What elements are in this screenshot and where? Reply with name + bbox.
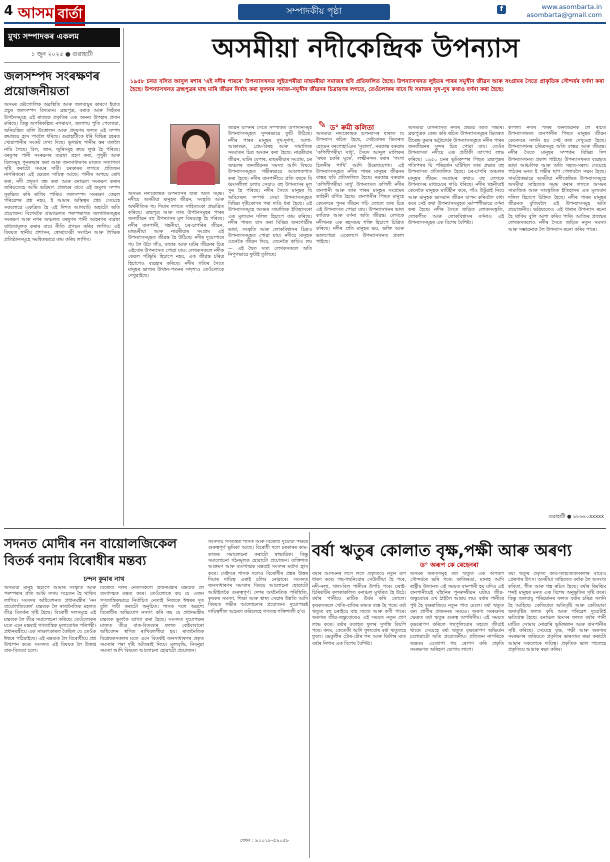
page-header	[0, 0, 610, 22]
feature-byline: ড° ৰুমী কলিতা	[330, 124, 375, 132]
feature-footer: গুৱাহাটী ● ৯৮৬৪০xxxxx	[548, 514, 604, 520]
feature-column-3: অসমীয়া নদীকেন্দ্ৰিক উপন্যাসৰ ধাৰাত যি উপন্যাস ৰচিত হৈছে, সেইবোৰৰ ভিতৰত হোমেন বৰগোহাঞিৰ 'সুবালা', নৱকান্ত বৰুৱাৰ 'কপিলীপৰীয়া সাধু', সৈয়দ আব্দুল মালিকৰ 'ৰথৰ চকৰি ঘূৰে', লক্ষ্মীনন্দন বৰাৰ 'গংগা চিলনীৰ পাখি' আদি উল্লেখযোগ্য। এই উপন্যাসসমূহত নদীৰ পাৰৰ মানুহৰ জীৱনৰ বাস্তৱ ছবি প্ৰতিফলিত হৈছে। নৱকান্ত বৰুৱাৰ 'কপিলীপৰীয়া সাধু' উপন্যাসত কপিলী নদীৰ বানপানী আৰু তাৰ পাৰৰ মানুহৰ সংগ্ৰামৰ কাহিনী বৰ্ণিত হৈছে। বানপানীৰ পিছত মানুহে কেনেদৰে পুনৰ জীৱন গঢ়ি তোলে তাৰ চিত্ৰ এই উপন্যাসত পোৱা যায়। উপন্যাসখনৰ ভাষা কাব্যিক আৰু বৰ্ণনা অতি জীৱন্ত। লেখকে নদীখনক এক ৰহস্যময় শক্তি হিচাপে চিত্ৰিত কৰিছে। নদীৰ প্ৰতি মানুহৰ ভয়, ভক্তি আৰু ভালপোৱা একেলগে উপন্যাসখনত প্ৰকাশ পাইছে।	[316, 132, 404, 245]
article-left-title: সদনত মোদীৰ নন বায়োলজিকেল বিতৰ্ক বনাম বিৰোধীৰ মন্তব্য	[4, 537, 177, 569]
column-divider	[309, 532, 310, 858]
column-divider	[123, 28, 124, 526]
article-right-title: বৰ্ষা ঋতুৰ কোলাত বৃক্ষ,পক্ষী আৰু অৰণ্য	[312, 541, 572, 560]
editorial-body: অসমৰ ভৌগোলিক অৱস্থিতি আৰু জলবায়ুৰ কাৰণে ইয়াত প্ৰচুৰ জলসম্পদ বিদ্যমান। ব্ৰহ্মপুত্ৰ, বৰাক আৰু সিহঁতৰ উপনৈসমূহে এই ৰাজ্যক প্ৰকৃতিৰ এক অনন্য উপহাৰ প্ৰদান কৰিছে। কিন্তু অপৰিকল্পিত নগৰায়ণ, জলাশয় পুতি পেলোৱা, অনিয়ন্ত্ৰিত বালি উত্তোলন আৰু প্ৰদূষণৰ ফলত এই সম্পদ ক্ৰমান্বয়ে হ্ৰাস পাবলৈ ধৰিছে। গুৱাহাটীকে ধৰি বিভিন্ন চহৰত খোৱাপানীৰ সংকট দেখা দিছে। ভূগৰ্ভস্থ পানীৰ স্তৰ তললৈ নামি গৈছে। বিল, জান, জুৰিসমূহ ক্ৰমে লুপ্ত হৈ পৰিছে। বৰষুণৰ পানী সংৰক্ষণৰ ব্যৱস্থা গ্ৰহণ কৰা, পুখুৰী আৰু বিলসমূহ পুনৰুদ্ধাৰ কৰা আৰু জনসাধাৰণৰ মাজত সজাগতা সৃষ্টি কৰাটো সময়ৰ দাবী। চৰকাৰৰ লগতে প্ৰতিজন নাগৰিকৰো এই ক্ষেত্ৰত দায়িত্ব আছে। পানীৰ অপচয় ৰোধ কৰা, নদী প্ৰদূষণ বন্ধ কৰা আৰু বনাঞ্চল সংৰক্ষণ কৰাৰ জৰিয়তেহে আমি ভৱিষ্যৎ প্ৰজন্মৰ বাবে এই অমূল্য সম্পদ সুৰক্ষিত কৰি ৰাখিব পাৰিম। জলসম্পদ সংৰক্ষণ কেৱল পৰিৱেশৰ প্ৰশ্ন নহয়, ই আমাৰ অস্তিত্বৰ প্ৰশ্ন। সেয়েহে সকলোৱে একত্ৰিত হৈ এই দিশত আগবাঢ়ি অহাটো অতি প্ৰয়োজন। বিশেষকৈ গ্ৰামাঞ্চলত পৰম্পৰাগত জলাধাৰসমূহৰ সংৰক্ষণ আৰু নগৰ অঞ্চলত বৰষুণৰ পানী আহৰণৰ ব্যৱস্থা বাধ্যতামূলক কৰাৰ বাবে নীতি প্ৰণয়ন কৰিব লাগিব। এই বিষয়ত স্থানীয় প্ৰশাসন, স্বেচ্ছাসেৱী সংগঠন আৰু শৈক্ষিক প্ৰতিষ্ঠানসমূহে সমন্বিতভাৱে কাম কৰিব লাগিব।	[4, 103, 120, 243]
feature-column-1: অসমৰ নদীকেন্দ্ৰিক উপন্যাসৰ ধাৰা অতি সমৃদ্ধ। নদীয়ে অসমীয়া মানুহৰ জীৱন, সংস্কৃতি আৰু অৰ্থনীতিক গঢ় দিয়াৰ লগতে সাহিত্যকো প্ৰভাৱিত কৰিছে। ব্ৰহ্মপুত্ৰ আৰু তাৰ উপনৈসমূহৰ পাৰৰ জনজীৱন বহু উপন্যাসৰ মূল বিষয়বস্তু হৈ পৰিছে। নদীৰ বানপানী, খহনীয়া, চৰ-চাপৰিৰ জীৱন, মাছমৰীয়া আৰু নাৱৰীয়াৰ সংগ্ৰাম এই উপন্যাসসমূহত জীৱন্ত হৈ উঠিছে। নদীৰ দুয়োপাৰে গঢ় লৈ উঠা গাঁও, বজাৰ আৰু ঘাটৰ জীৱনৰ চিত্ৰ এইবোৰ উপন্যাসত পোৱা যায়। লেখকসকলে নদীক কেৱল পটভূমি হিচাপে নহয়, এক জীৱন্ত চৰিত্ৰ হিচাপেও ব্যৱহাৰ কৰিছে। নদীৰ গতিৰ সৈতে মানুহৰ ভাগ্যৰ উত্থান-পতনৰ সাদৃশ্যও তেওঁলোকে দেখুৱাইছে।	[128, 192, 224, 280]
pen-icon: ✎	[318, 120, 327, 131]
feature-title: অসমীয়া নদীকেন্দ্ৰিক উপন্যাস	[212, 34, 520, 64]
masthead-text: আসম	[18, 4, 54, 22]
article-left-column-1: অসমীয়া মানুহ হিচাপে আমাৰ সংস্কৃতি আৰু পৰম্পৰাৰ প্ৰতি আমি সদায় সচেতন হৈ থাকিব লাগিব। সংসদৰ অধিবেশনত প্ৰধানমন্ত্ৰীৰ 'নন বায়োলজিকেল' মন্তব্যক লৈ ৰাজনৈতিক মহলত তীব্ৰ বিতৰ্কৰ সৃষ্টি হৈছে। বিৰোধী দলসমূহে এই মন্তব্যক লৈ তীব্ৰ সমালোচনা কৰিছে। তেওঁলোকৰ মতে এনে মন্তব্যই গণতান্ত্ৰিক মূল্যবোধৰ পৰিপন্থী। প্ৰধানমন্ত্ৰীয়ে এক সাক্ষাৎকাৰত কৈছিল যে তেওঁক ঈশ্বৰে পঠিয়াইছে। এই মন্তব্যক লৈ বিৰোধীয়ে প্ৰশ্ন উত্থাপন কৰে। সংসদত এই বিষয়ক লৈ উত্তপ্ত বাক-বিতণ্ডা চলে।	[4, 586, 96, 655]
facebook-icon[interactable]: f	[497, 5, 506, 14]
editorial-banner: মুখ্য সম্পাদকৰ একলম	[4, 28, 120, 47]
website-link[interactable]: www.asombarta.in	[541, 3, 602, 11]
header-rule	[4, 22, 606, 24]
web-info	[527, 3, 603, 19]
feature-column-2: জীৱন যাপনৰ সৈতে সম্পৰ্কিত উপাদানসমূহ উপন্যাসসমূহত সুন্দৰভাৱে ফুটি উঠিছে। নদীৰ পাৰৰ মানুহৰ দুখ-দুৰ্দশা, আশা-আকাংক্ষা, প্ৰেম-বিৰহ আৰু সামাজিক সংঘাতৰ চিত্ৰ অংকন কৰা হৈছে। নাৱৰীয়াৰ জীৱন, ঘাটৰ বেপাৰ, মাছমৰীয়াৰ সংগ্ৰাম, চৰ অঞ্চলৰ জনজীৱনৰ সমস্যা আদি বিষয়ে উপন্যাসসমূহত গভীৰভাৱে আলোকপাত কৰা হৈছে। নদীৰ বানপানীয়ে প্ৰতি বছৰে যি ধ্বংসলীলা চলায় সেয়াও বহু উপন্যাসৰ মূল সুৰ হৈ পৰিছে। নদীৰ সৈতে মানুহৰ যি অবিচ্ছেদ্য সম্পৰ্ক সেয়া উপন্যাসসমূহত বিভিন্ন দৃষ্টিকোণৰ পৰা দাঙি ধৰা হৈছে। এই উপন্যাসসমূহে অসমৰ সামাজিক ইতিহাসৰো এক মূল্যবান দলিল হিচাপে কাম কৰিছে। নদীৰ পাৰত বাস কৰা বিভিন্ন জনগোষ্ঠীৰ ভাষা, সংস্কৃতি আৰু লোকবিশ্বাসৰ চিত্ৰও উপন্যাসসমূহত পোৱা যায়। নদীয়ে মানুহক যেনেকৈ জীৱন দিয়ে, তেনেকৈ কাঢ়িও লয় — এই দ্বৈত সত্য লেখকসকলে অতি নিপুণভাৱে ফুটাই তুলিছে।	[228, 126, 312, 258]
section-banner: সম্পাদকীয় পৃষ্ঠা	[238, 4, 390, 20]
author-photo	[170, 124, 220, 184]
article-left-byline: চন্দন কুমাৰ নাথ	[83, 575, 125, 583]
article-right-column-3: বৰ্ষা ঋতুৰ প্ৰকৃতি কবি-সাহিত্যিকসকলৰ বাবেও প্ৰেৰণাৰ উৎস। অসমীয়া সাহিত্যত বৰ্ষাক লৈ অসংখ্য কবিতা, গীত আৰু গল্প ৰচিত হৈছে। বৰ্ষাৰ ৰিমঝিম শব্দই মানুহৰ মনত এক বিশেষ অনুভূতিৰ সৃষ্টি কৰে। কিন্তু জলবায়ু পৰিৱৰ্তনৰ ফলত বৰ্ষাৰ চৰিত্ৰ সলনি হৈ আহিছে। কেতিয়াবা অতিবৃষ্টি আৰু কেতিয়াবা অনাবৃষ্টিৰ ফলত কৃষি আৰু পৰিৱেশ দুয়োটাই ক্ষতিগ্ৰস্ত হৈছে। বনাঞ্চল ধ্বংসৰ ফলত বৰ্ষাৰ পানী মাটিত সোমাব নোৱাৰি ভূমিস্খলন আৰু বানপানীৰ সৃষ্টি কৰিছে। সেয়েহে বৃক্ষ, পক্ষী আৰু অৰণ্যৰ সংৰক্ষণৰ জৰিয়তে প্ৰকৃতিৰ ভাৰসাম্য ৰক্ষা কৰাটো আমাৰ সকলোৰে দায়িত্ব। প্ৰকৃতিক ভাল পালেহে প্ৰকৃতিয়ে আমাক ৰক্ষা কৰিব।	[508, 572, 606, 654]
article-left-column-3: সংসদীয় গণতন্ত্ৰত শাসক আৰু বিৰোধী দুয়োটা পক্ষৰে গুৰুত্বপূৰ্ণ ভূমিকা আছে। বিৰোধী দলে চৰকাৰৰ কাম-কাজৰ সমালোচনা কৰাটো স্বাভাৱিক। কিন্তু সমালোচনা গঠনমূলক হোৱাটো প্ৰয়োজন। ব্যক্তিগত আক্ৰমণ আৰু ব্যংগাত্মক মন্তব্যই সংসদৰ মৰ্যাদা হ্ৰাস কৰে। সেইদৰে শাসক দলেও বিৰোধীৰ প্ৰশ্নৰ উত্তৰ দিয়াৰ দায়িত্ব এৰাই চলিব নোৱাৰে। সংসদত জনসাধাৰণৰ সমস্যাৰ বিষয়ে আলোচনা হোৱাটো আটাইতকৈ গুৰুত্বপূৰ্ণ। দেশৰ অৰ্থনৈতিক পৰিস্থিতি, কৃষকৰ সমস্যা, শিক্ষা আৰু স্বাস্থ্য সেৱাৰ উন্নতি আদি বিষয়ত গভীৰ আলোচনাৰ প্ৰয়োজন। দুয়োপক্ষই দায়িত্বশীল আচৰণ কৰিলেহে গণতন্ত্ৰ শক্তিশালী হ'ব।	[208, 540, 308, 615]
feature-column-4: অসমীয়া উপন্যাসত নদীৰ প্ৰভাৱ অতি গভীৰ। ব্ৰহ্মপুত্ৰক কেন্দ্ৰ কৰি ৰচিত উপন্যাসসমূহৰ ভিতৰত বীৰেন্দ্ৰ কুমাৰ ভট্টাচাৰ্যৰ উপন্যাসসমূহত নদীৰ পাৰৰ জনজীৱনৰ সুন্দৰ চিত্ৰ পোৱা যায়। তেওঁৰ উপন্যাসত নদীয়ে এক প্ৰতীকী তাৎপৰ্য লাভ কৰিছে। ১৯৫০ চনৰ ভূমিকম্পৰ পিছত ব্ৰহ্মপুত্ৰৰ গতিপথৰ যি পৰিৱৰ্তন ঘটিছিল তাৰ প্ৰভাৱ বহু উপন্যাসত প্ৰতিফলিত হৈছে। চৰ-চাপৰি অঞ্চলৰ মানুহৰ জীৱন সংগ্ৰামৰ কথাও বহু লেখকে উপন্যাসৰ মাধ্যমেৰে দাঙি ধৰিছে। নদীৰ খহনীয়াই কেনেকৈ মানুহক মাটিহীন কৰে, গাঁও উটুৱাই নিয়ে আৰু মানুহক ভাসমান জীৱন যাপন কৰিবলৈ বাধ্য কৰে সেই কথা উপন্যাসসমূহত মৰ্মস্পৰ্শীভাৱে বৰ্ণনা কৰা হৈছে। নদীৰ সৈতে জড়িত লোকসংস্কৃতি, লোকগীত আৰু লোকবিশ্বাসৰ বৰ্ণনাও এই উপন্যাসসমূহৰ এক বিশেষ বৈশিষ্ট্য।	[408, 126, 504, 227]
article-right-column-2: অসমৰ অৰণ্যসমূহ বৰ্ষা ঋতুত এক অপৰূপ সৌন্দৰ্যৰে ভৰি পৰে। কাজিৰঙা, মানাহ আদি ৰাষ্ট্ৰীয় উদ্যানত এই সময়ত বানপানী হয় যদিও এই বানপানীয়েই ঘাঁহনিৰ পুনৰুজ্জীৱন ঘটায়। জীৱ-জন্তুবোৰে ওখ ঠাইলৈ আশ্ৰয় লয়। বৰ্ষাৰ পানীৰে পুষ্ট হৈ বৃক্ষৰাজিয়ে নতুন পাত মেলে। বৰ্ষা ঋতুত বন্য প্ৰাণীৰ প্ৰজননৰ সময়ও। অৰণ্য সংৰক্ষণৰ ক্ষেত্ৰত বৰ্ষা ঋতুৰ গুৰুত্ব অপৰিসীম। এই সময়ত বৃক্ষৰোপণ কৰিলে গছপুলিবোৰ সহজে জীয়াই থাকে। সেয়েহে বৰ্ষা ঋতুত বৃক্ষৰোপণ অভিযান চলোৱাটো অতি প্ৰয়োজনীয়। প্ৰতিজন নাগৰিকে অন্ততঃ এজোপা গছ ৰোপণ কৰি প্ৰকৃতি সংৰক্ষণত অৰিহণা যোগাব লাগে।	[410, 572, 504, 654]
article-left-column-2: বিৰোধী দলৰ নেতাসকলে প্ৰধানমন্ত্ৰীৰ মন্তব্যক লৈ ব্যংগাত্মক মন্তব্য কৰে। তেওঁলোকে কয় যে এজন গণতান্ত্ৰিকভাৱে নিৰ্বাচিত নেতাই নিজকে ঈশ্বৰৰ দূত বুলি দাবী কৰাটো অনুচিত। শাসক দলে অৱশ্যে বিৰোধীৰ অভিযোগ নস্যাৎ কৰি কয় যে প্ৰধানমন্ত্ৰীৰ মন্তব্যক ভুলকৈ ব্যাখ্যা কৰা হৈছে। সংসদত দুয়োপক্ষৰ মাজত তীব্ৰ বাক-বিতণ্ডাৰ ফলত কেইবাবাৰো অধিবেশন স্থগিত ৰাখিবলগীয়া হয়। ৰাজনৈতিক বিশ্লেষকসকলৰ মতে এনে বিতৰ্কই জনসাধাৰণৰ প্ৰকৃত সমস্যাৰ পৰা দৃষ্টি আঁতৰাই নিয়ে। মূল্যবৃদ্ধি, নিবনুৱা সমস্যা আদি বিষয়ত আলোচনা হোৱাটো প্ৰয়োজন।	[100, 586, 204, 655]
editorial-date: ১ জুন ২০২৫ ● গুৱাহাটী	[4, 47, 120, 63]
article-left-footer: ফোন : ৯১০১৮-৫৯০৫৮	[240, 838, 290, 844]
editorial-title: জলসম্পদ সংৰক্ষণৰ প্ৰয়োজনীয়তা	[4, 69, 100, 98]
feature-column-5: কপিলী নদীৰ পাৰৰ জনজীৱনক লৈ ৰচিত উপন্যাসখনত বানপানীৰ পিছত মানুহৰ জীৱন কেনেদৰে সলনি হয় সেই কথা দেখুওৱা হৈছে। উপন্যাসখনৰ চৰিত্ৰসমূহ অতি বাস্তৱ আৰু জীৱন্ত। নদীৰ সৈতে মানুহৰ সম্পৰ্কৰ বিভিন্ন দিশ উপন্যাসখনত প্ৰকাশ পাইছে। উপন্যাসখনত ব্যৱহৃত ভাষা আঞ্চলিক আৰু অতি সহজ-সৰল। সেয়েহে পাঠকৰ মনত ই গভীৰ ছাপ পেলাবলৈ সক্ষম হৈছে। সামগ্ৰিকভাৱে অসমীয়া নদীকেন্দ্ৰিক উপন্যাসসমূহে অসমীয়া সাহিত্যক সমৃদ্ধ কৰাৰ লগতে অসমৰ সামাজিক আৰু সাংস্কৃতিক ইতিহাসৰ এক মূল্যবান দলিল হিচাপে চিহ্নিত হৈছে। নদীৰ পাৰৰ মানুহৰ জীৱনক বুজিবলৈ এই উপন্যাসসমূহ অতি প্ৰয়োজনীয়। ভৱিষ্যতেও এই ধাৰাৰ উপন্যাস ৰচনা হৈ থাকিব বুলি আশা কৰিব পাৰি। আজিৰ প্ৰজন্মৰ লেখকসকলেও নদীৰ সৈতে জড়িত নতুন সমস্যা আৰু সম্ভাৱনাক লৈ উপন্যাস ৰচনা কৰিব পাৰে।	[508, 126, 606, 233]
page-number: 4	[4, 4, 14, 19]
editorial-column	[4, 28, 120, 528]
article-right-byline: ড° অৰূপ কে ৰেহেনৰা	[420, 561, 479, 569]
article-right-column-1: বৰ্ষাৰ আগমনৰ লগে লগে প্ৰকৃতিয়ে নতুন ৰূপ ধাৰণ কৰে। গছ-গছনিবোৰ সেউজীয়া হৈ পৰে, নদী-নলা, খাল-বিল পানীৰে উপচি পৰে। চৰাই-চিৰিকটিৰ কলকাকলিত বনাঞ্চল মুখৰিত হৈ উঠে। বৰ্ষাৰ পানীয়ে মাটিক উৰ্বৰ কৰি তোলে। কৃষকসকলে খেতি-বাতিৰ কামত ব্যস্ত হৈ পৰে। বৰ্ষা ঋতুত বহু চৰাইয়ে বাহ সাজে আৰু কণী পাৰে। অৰণ্যৰ জীৱ-জন্তুবোৰেও এই সময়ত নতুন প্ৰাণ লাভ কৰে। বৰ্ষাৰ বতাহত ফুলৰ সুগন্ধি বিয়পি পৰে। কদম, কেতেকী আদি ফুলবোৰ বৰ্ষা ঋতুতহে ফুলে। ভেকুলীৰ টোৰ-টোৰ শব্দ আৰু ঝিলিৰ মাত বৰ্ষাৰ নিশাৰ এক বিশেষ বৈশিষ্ট্য।	[312, 572, 406, 647]
feature-lede: ১৯৫৮ চনত বসিত আনুল ৰশাৰ 'এই নদীৰ পাৰৰে' উপন্যাসখনত লুইতপৰীয়া মাছমৰীয়া সমাজৰ ছবি প্ৰতিফলিত হৈছে। উপন্যাসখনত লুইতৰ পাৰৰ সমুখীন জীৱন আৰু সংগ্ৰামৰ সৈতে প্ৰাকৃতিক সৌন্দৰ্যৰ বৰ্ণনা কৰা হৈছে। উপন্যাসখনত ব্ৰহ্মপুত্ৰৰ মাছ মাৰি জীৱন নিৰ্বাহ কৰা ফুলনৰ সমাজ-সমুখীন জীৱনৰ চিত্ৰায়ণৰ লগতে, তেওঁলোকৰ বাবে যি সমাজৰ সুখ-দুখ কথাও বৰ্ণনা কৰা হৈছে।	[130, 79, 604, 93]
section-rule	[4, 528, 606, 529]
email-link[interactable]: asombarta@gmail.com	[526, 11, 602, 19]
masthead-box: বার্তা	[55, 5, 86, 26]
